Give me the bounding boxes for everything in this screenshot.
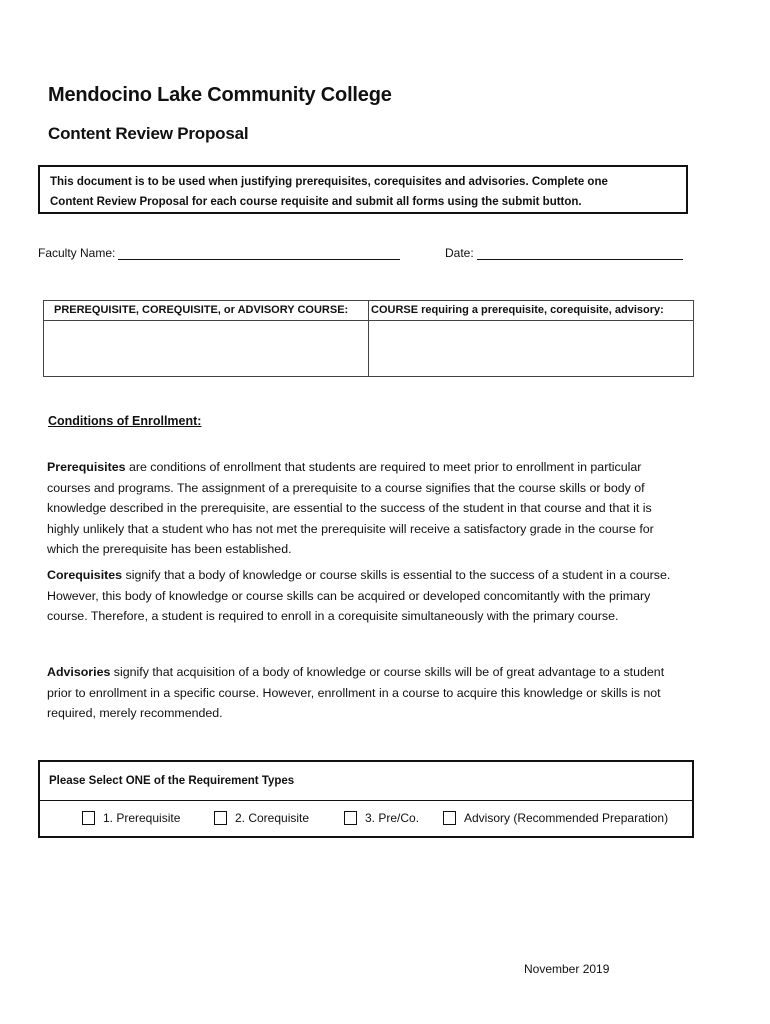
requisite-course-header: PREREQUISITE, COREQUISITE, or ADVISORY COURSE: [54, 304, 349, 316]
corequisite-option-label: 2. Corequisite [235, 811, 310, 825]
prerequisite-checkbox[interactable] [82, 811, 95, 825]
corequisites-text: signify that a body of knowledge or course skills is essential to the success of a student in a course. However, this body of knowledge or course skills can be acquired or developed concomitantly with the primary course. Therefore, a student is required to enroll in a corequisite simultaneously with the primary course. [47, 568, 671, 623]
conditions-heading: Conditions of Enrollment: [48, 414, 202, 428]
form-title: Content Review Proposal [48, 124, 249, 143]
advisory-checkbox[interactable] [443, 811, 456, 825]
target-course-field[interactable] [370, 322, 692, 375]
faculty-name-label: Faculty Name: [38, 246, 116, 260]
prerequisite-option[interactable] [82, 811, 180, 825]
pre-co-option[interactable] [344, 811, 419, 825]
target-course-header: COURSE requiring a prerequisite, corequisite, advisory: [371, 304, 664, 316]
advisories-text: signify that acquisition of a body of knowledge or course skills will be of great advantage to a student prior to enrollment in a specific course. However, enrollment in a course to acquire this knowledge or skills is not required, merely recommended. [47, 665, 665, 720]
requirement-divider [40, 800, 692, 801]
prerequisites-term: Prerequisites [47, 460, 126, 474]
advisory-option-label: Advisory (Recommended Preparation) [464, 811, 669, 825]
revision-date: November 2019 [524, 962, 610, 976]
prerequisites-paragraph [47, 457, 687, 560]
pre-co-option-label: 3. Pre/Co. [365, 811, 420, 825]
requirement-type-heading: Please Select ONE of the Requirement Types [49, 775, 295, 787]
advisory-option[interactable] [443, 811, 668, 825]
prerequisites-text: are conditions of enrollment that students are required to meet prior to enrollment in particular courses and programs. The assignment of a prerequisite to a course signifies that the course skills or body of knowledge described in the prerequisite, are essential to the success of the student in that course and that it is highly unlikely that a student who has not met the prerequisite will receive a satisfactory grade in the course for which the prerequisite has been established. [47, 460, 654, 556]
pre-co-checkbox[interactable] [344, 811, 357, 825]
date-label: Date: [445, 246, 474, 260]
advisories-paragraph [47, 662, 687, 724]
corequisite-option[interactable] [214, 811, 309, 825]
advisories-term: Advisories [47, 665, 111, 679]
date-field[interactable] [477, 259, 683, 260]
requisite-course-field[interactable] [44, 322, 367, 375]
faculty-name-field[interactable] [118, 259, 400, 260]
instructions-line-1: This document is to be used when justifying prerequisites, corequisites and advisories. Complete one [50, 176, 608, 188]
corequisite-checkbox[interactable] [214, 811, 227, 825]
college-title: Mendocino Lake Community College [48, 84, 392, 106]
requirement-type-box [38, 760, 694, 838]
table-divider [368, 301, 369, 376]
corequisites-paragraph [47, 565, 687, 627]
instructions-line-2: Content Review Proposal for each course requisite and submit all forms using the submit button. [50, 196, 582, 208]
prerequisite-option-label: 1. Prerequisite [103, 811, 181, 825]
instructions-box [38, 165, 688, 214]
corequisites-term: Corequisites [47, 568, 123, 582]
course-table [43, 300, 694, 377]
